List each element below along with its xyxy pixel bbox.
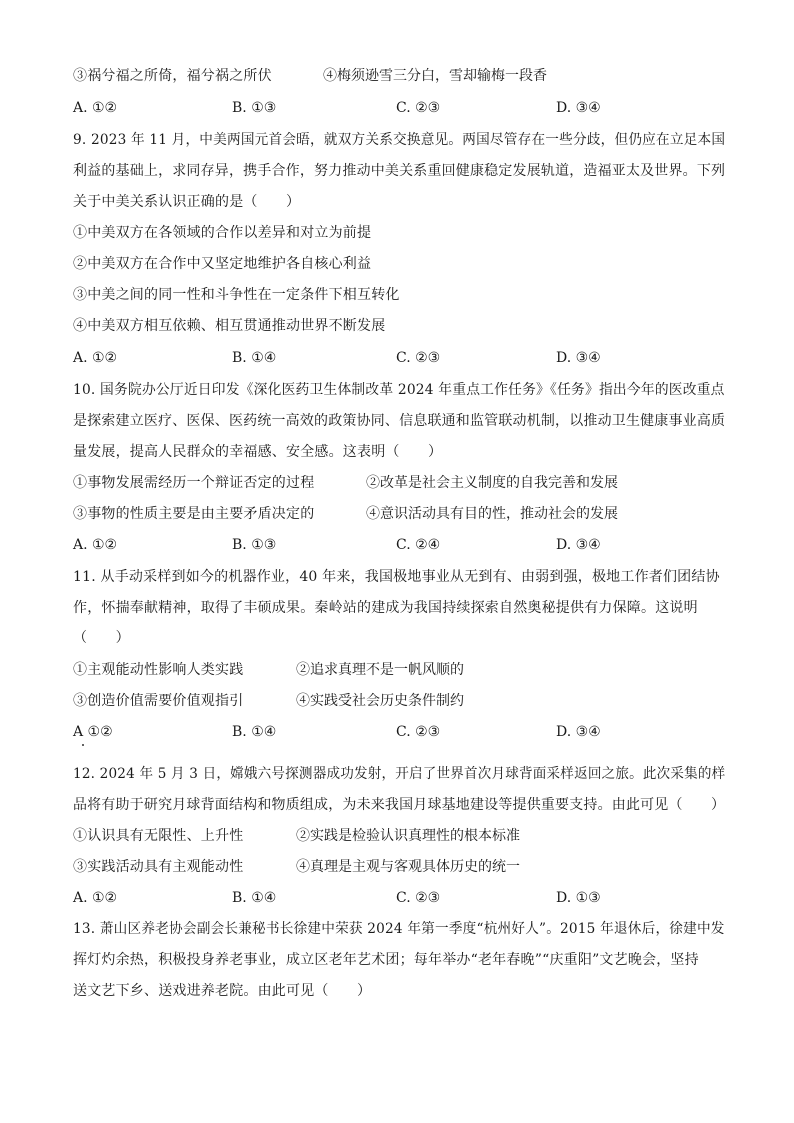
q11-option-a[interactable]: A ①②	[73, 724, 113, 740]
q8-option-c[interactable]: C. ②③	[396, 100, 441, 116]
q13-stem-line-2: 挥灯灼余热，积极投身养老事业，成立区老年艺术团；每年举办“老年春晚”“庆重阳”文艺晚会，坚持	[73, 952, 699, 968]
q8-statement-4: ④梅须逊雪三分白，雪却输梅一段香	[323, 68, 547, 84]
q10-statement-1: ①事物发展需经历一个辩证否定的过程	[73, 475, 315, 491]
q12-option-b[interactable]: B. ①④	[232, 890, 277, 906]
q8-option-b[interactable]: B. ①③	[232, 100, 277, 116]
q13-stem-line-1: 13. 萧山区养老协会副会长兼秘书长徐建中荣获 2024 年第一季度“杭州好人”。2015 年退休后，徐建中发	[73, 921, 725, 937]
q10-statement-2: ②改革是社会主义制度的自我完善和发展	[366, 475, 618, 491]
q9-statement-3: ③中美之间的同一性和斗争性在一定条件下相互转化	[73, 287, 400, 303]
q9-option-d[interactable]: D. ③④	[556, 350, 601, 366]
q10-stem-line-3: 量发展，提高人民群众的幸福感、安全感。这表明（ ）	[73, 444, 443, 460]
q8-statement-3: ③祸兮福之所倚，福兮祸之所伏	[73, 68, 272, 84]
q11-statement-1: ①主观能动性影响人类实践	[73, 662, 244, 678]
q9-stem-line-1: 9. 2023 年 11 月，中美两国元首会晤，就双方关系交换意见。两国尽管存在一些分歧，但仍应在立足本国	[73, 132, 726, 148]
q12-statement-3: ③实践活动具有主观能动性	[73, 859, 244, 875]
q12-statement-1: ①认识具有无限性、上升性	[73, 828, 244, 844]
q11-stem-line-3: （ ）	[73, 630, 130, 646]
q11-option-c[interactable]: C. ②③	[396, 724, 441, 740]
q10-option-c[interactable]: C. ②④	[396, 537, 441, 553]
q10-option-d[interactable]: D. ③④	[556, 537, 601, 553]
q10-stem-line-2: 是探索建立医疗、医保、医药统一高效的政策协同、信息联通和监管联动机制，以推动卫生健康事业高质	[73, 413, 726, 429]
q11-statement-3: ③创造价值需要价值观指引	[73, 693, 244, 709]
q9-statement-2: ②中美双方在合作中又坚定地维护各自核心利益	[73, 256, 372, 272]
q10-statement-4: ④意识活动具有目的性，推动社会的发展	[366, 506, 618, 522]
print-speck	[82, 744, 84, 746]
q11-statement-2: ②追求真理不是一帆风顺的	[296, 662, 464, 678]
q13-stem-line-3: 送文艺下乡、送戏进养老院。由此可见（ ）	[73, 983, 372, 999]
q12-statement-2: ②实践是检验认识真理性的根本标准	[296, 828, 520, 844]
q10-stem-line-1: 10. 国务院办公厅近日印发《深化医药卫生体制改革 2024 年重点工作任务》《任务》指出今年的医改重点	[73, 382, 725, 398]
q9-stem-line-2: 利益的基础上，求同存异，携手合作，努力推动中美关系重回健康稳定发展轨道，造福亚太及世界。下列	[73, 163, 726, 179]
q11-option-d[interactable]: D. ③④	[556, 724, 601, 740]
q9-statement-4: ④中美双方相互依赖、相互贯通推动世界不断发展	[73, 318, 386, 334]
q9-statement-1: ①中美双方在各领域的合作以差异和对立为前提	[73, 225, 372, 241]
q10-option-a[interactable]: A. ①②	[73, 537, 118, 553]
q12-stem-line-1: 12. 2024 年 5 月 3 日，嫦娥六号探测器成功发射，开启了世界首次月球背面采样返回之旅。此次采集的样	[73, 766, 726, 782]
q12-option-d[interactable]: D. ①③	[556, 890, 601, 906]
q12-option-c[interactable]: C. ②③	[396, 890, 441, 906]
q8-option-d[interactable]: D. ③④	[556, 100, 601, 116]
q12-statement-4: ④真理是主观与客观具体历史的统一	[296, 859, 520, 875]
q11-stem-line-2: 作，怀揣奉献精神，取得了丰硕成果。秦岭站的建成为我国持续探索自然奥秘提供有力保障。这说明	[73, 600, 698, 616]
q8-option-a[interactable]: A. ①②	[73, 100, 118, 116]
q11-option-b[interactable]: B. ①④	[232, 724, 277, 740]
q9-option-b[interactable]: B. ①④	[232, 350, 277, 366]
q11-statement-4: ④实践受社会历史条件制约	[296, 693, 464, 709]
q9-stem-line-3: 关于中美关系认识正确的是（ ）	[73, 194, 301, 210]
q9-option-a[interactable]: A. ①②	[73, 350, 118, 366]
q10-option-b[interactable]: B. ①③	[232, 537, 277, 553]
q12-stem-line-2: 品将有助于研究月球背面结构和物质组成，为未来我国月球基地建设等提供重要支持。由此可见（ ）	[73, 797, 726, 813]
q9-option-c[interactable]: C. ②③	[396, 350, 441, 366]
q12-option-a[interactable]: A. ①②	[73, 890, 118, 906]
q11-stem-line-1: 11. 从手动采样到如今的机器作业，40 年来，我国极地事业从无到有、由弱到强，极地工作者们团结协	[73, 569, 720, 585]
q10-statement-3: ③事物的性质主要是由主要矛盾决定的	[73, 506, 315, 522]
